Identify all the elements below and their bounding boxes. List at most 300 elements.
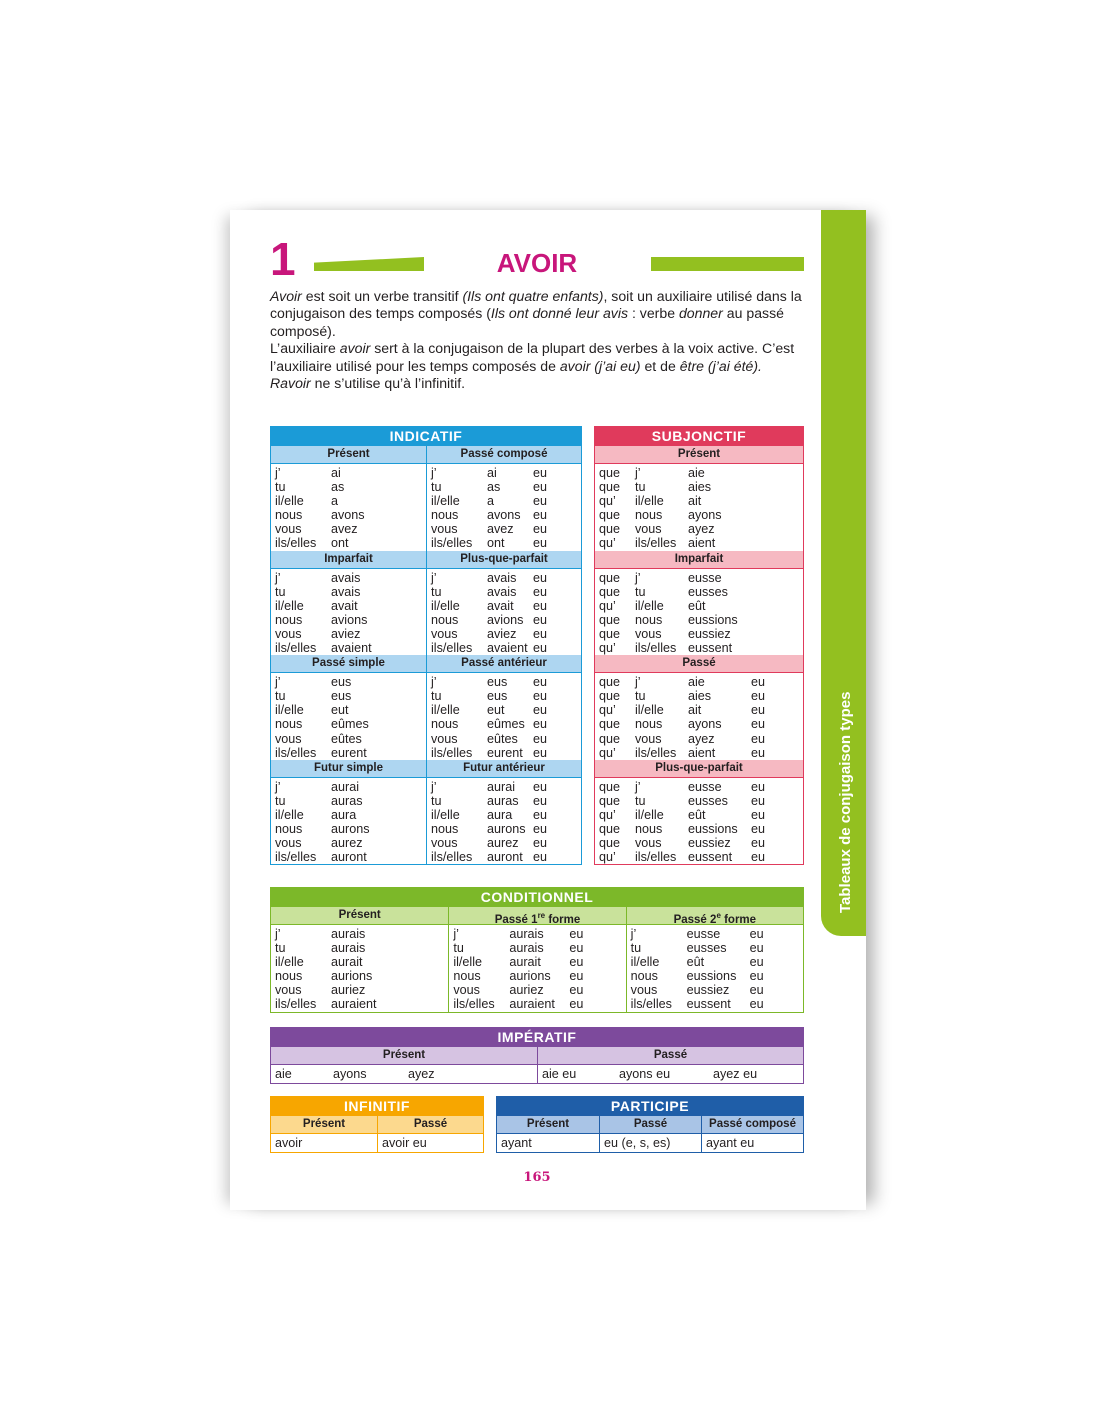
conjugation-word: ont (331, 536, 349, 551)
conjugation-word: ils/elles (431, 536, 473, 551)
conjugation-word: eu (749, 927, 764, 941)
indicatif-futur-simple-cell (271, 778, 426, 865)
conjugation-row (275, 599, 422, 613)
conjugation-word: aviez (487, 626, 517, 641)
conjugation-word: j’ (275, 570, 281, 585)
conjugation-word: que (599, 508, 621, 523)
conjugation-word: vous (630, 983, 658, 998)
conjugation-word: eu (751, 703, 766, 718)
conjugation-word: aurai (487, 779, 516, 794)
conjugation-word (751, 466, 781, 480)
conjugation-word: avions (331, 612, 368, 627)
conjugation-word: eu (569, 969, 584, 984)
conjugation-row (431, 627, 577, 641)
conjugation-word: nous (275, 969, 303, 984)
conjugation-word: eus (487, 689, 508, 704)
conjugation-word (751, 480, 781, 494)
title-bar-right (651, 257, 804, 271)
conjugation-word: nous (275, 717, 303, 732)
conjugation-word: eut (487, 703, 505, 718)
conjugation-row (599, 808, 799, 822)
subjonctif-passe-label: Passé (595, 655, 803, 673)
conjugation-row (275, 794, 422, 808)
conjugation-word: que (599, 731, 621, 746)
conjugation-word: tu (275, 480, 286, 495)
conjugation-word: eurent (331, 745, 367, 760)
indicatif-passe-simple-cell (271, 673, 426, 760)
conjugation-word: avais (331, 570, 361, 585)
conjugation-word: il/elle (431, 494, 460, 509)
conjugation-row (599, 675, 799, 689)
conjugation-row (275, 808, 422, 822)
conjugation-row (275, 585, 422, 599)
conjugation-row (431, 641, 577, 655)
conditionnel-passe2-label: Passé 2e forme (626, 907, 803, 925)
conjugation-word: eu (533, 731, 548, 746)
conjugation-word: aura (487, 807, 513, 822)
conjugation-row (275, 746, 422, 760)
conjugation-word: eu (533, 745, 548, 760)
conjugation-word: qu’ (599, 641, 616, 656)
conjugation-word: j’ (431, 466, 437, 480)
conjugation-word: eu (533, 779, 548, 794)
conjugation-word: eu (751, 850, 766, 865)
conjugation-word: avais (487, 584, 517, 599)
conjugation-row (275, 822, 422, 836)
conjugation-word: auront (331, 850, 367, 865)
conjugation-row (453, 927, 621, 941)
conjugation-word (751, 641, 781, 655)
conjugation-row (631, 969, 799, 983)
conjugation-word: que (599, 779, 621, 794)
conjugation-word: avez (487, 522, 514, 537)
conjugation-row (275, 850, 422, 864)
conjugation-word: ils/elles (431, 850, 473, 865)
conjugation-row (275, 675, 422, 689)
indicatif-futur-anterieur-cell (426, 778, 581, 865)
conjugation-row (453, 969, 621, 983)
conjugation-word: aurai (331, 779, 360, 794)
conjugation-word: ils/elles (635, 850, 677, 865)
conjugation-word: ils/elles (635, 745, 677, 760)
conjugation-word: j’ (431, 675, 437, 690)
conjugation-word: eusses (688, 793, 728, 808)
conjugation-word: ai (331, 466, 341, 480)
conjugation-word: tu (635, 480, 646, 495)
conjugation-word: eu (533, 717, 548, 732)
conjugation-word: a (487, 494, 495, 509)
conjugation-word: eu (749, 941, 764, 956)
conjugation-word: que (599, 570, 621, 585)
conjugation-word: eu (533, 821, 548, 836)
participe-passe-value: eu (e, s, es) (599, 1134, 701, 1152)
conjugation-word: tu (275, 941, 286, 956)
conjugation-word: aurions (509, 969, 551, 984)
conjugation-row (599, 571, 799, 585)
conjugation-word: vous (635, 731, 662, 746)
conjugation-word: ayez (688, 731, 715, 746)
conditionnel-passe2-cell (626, 925, 803, 1012)
conjugation-word: aurait (331, 955, 363, 970)
conjugation-row (431, 746, 577, 760)
conjugation-word: aurais (509, 941, 544, 956)
conjugation-word: j’ (630, 927, 637, 941)
conjugation-word: aient (688, 536, 716, 551)
subjonctif-present-cell (595, 464, 803, 551)
indicatif-header: INDICATIF (270, 426, 582, 446)
indicatif-present-label: Présent (271, 446, 426, 464)
conjugation-word: ait (688, 703, 702, 718)
conjugation-row (275, 927, 444, 941)
indicatif-passe-anterieur-cell (426, 673, 581, 760)
conditionnel-present-label: Présent (271, 907, 448, 925)
conjugation-word: que (599, 793, 621, 808)
conjugation-row (599, 850, 799, 864)
conjugation-word: eu (533, 494, 548, 509)
conjugation-word: aurais (509, 927, 544, 941)
conjugation-word: eussiez (688, 836, 731, 851)
conjugation-row (275, 997, 444, 1011)
conjugation-word: eu (751, 779, 766, 794)
conjugation-word (751, 494, 781, 508)
conjugation-word: eu (749, 955, 764, 970)
conjugation-word: eut (331, 703, 349, 718)
conjugation-row (599, 522, 799, 536)
conjugation-row (275, 613, 422, 627)
indicatif-passe-compose-cell (426, 464, 581, 551)
conjugation-word: j’ (275, 466, 281, 480)
conjugation-row (275, 969, 444, 983)
conjugation-word (751, 585, 781, 599)
conjugation-word: que (599, 836, 621, 851)
conjugation-word: eu (751, 675, 766, 690)
conjugation-word: eût (688, 598, 706, 613)
conjugation-word: il/elle (431, 598, 460, 613)
conjugation-row (431, 675, 577, 689)
conjugation-word: auront (487, 850, 523, 865)
conjugation-word: il/elle (635, 598, 664, 613)
conjugation-row (431, 494, 577, 508)
conjugation-word: ils/elles (275, 536, 317, 551)
conjugation-row (599, 717, 799, 731)
conjugation-word: eus (331, 675, 352, 690)
conjugation-word: nous (630, 969, 658, 984)
conjugation-word: ils/elles (275, 997, 317, 1012)
participe-table (496, 1096, 804, 1153)
conjugation-word: nous (431, 717, 459, 732)
conjugation-word: il/elle (275, 807, 304, 822)
subjonctif-plus-que-parfait-cell (595, 778, 803, 865)
conjugation-row (631, 997, 799, 1011)
conjugation-row (431, 689, 577, 703)
indicatif-plus-que-parfait-cell (426, 569, 581, 656)
conjugation-word: qu’ (599, 850, 616, 865)
conjugation-word: ayez (688, 522, 715, 537)
conjugation-word: tu (431, 689, 442, 704)
conjugation-row (431, 780, 577, 794)
conjugation-word: eussent (688, 850, 733, 865)
conjugation-word: eûmes (487, 717, 525, 732)
side-tab-label: Tableaux de conjugaison types (837, 691, 854, 913)
conjugation-row (599, 480, 799, 494)
conjugation-word: aurez (331, 836, 363, 851)
conjugation-row (599, 627, 799, 641)
conjugation-word: ils/elles (431, 745, 473, 760)
conjugation-word: eu (749, 969, 764, 984)
conjugation-word: que (599, 626, 621, 641)
conjugation-word: il/elle (453, 955, 483, 970)
conjugation-word: aurons (331, 821, 370, 836)
conjugation-word: aurait (509, 955, 541, 970)
conjugation-word: tu (635, 584, 646, 599)
conjugation-word: que (599, 612, 621, 627)
conjugation-row (431, 466, 577, 480)
conjugation-word: eu (533, 522, 548, 537)
conjugation-word: qu’ (599, 703, 616, 718)
conjugation-word: nous (431, 508, 459, 523)
conjugation-word: aurais (331, 941, 366, 956)
conjugation-row (275, 703, 422, 717)
conjugation-word: vous (635, 836, 662, 851)
conjugation-word: ils/elles (275, 850, 317, 865)
conjugation-word: nous (635, 508, 663, 523)
conjugation-word: vous (275, 983, 302, 998)
conjugation-word: vous (635, 626, 662, 641)
conjugation-word: eu (569, 927, 584, 941)
conjugation-word: as (331, 480, 345, 495)
conjugation-word: vous (431, 626, 458, 641)
subjonctif-header: SUBJONCTIF (594, 426, 804, 446)
conjugation-word: vous (275, 731, 302, 746)
conjugation-row (431, 703, 577, 717)
conjugation-word: il/elle (431, 807, 460, 822)
conjugation-row (599, 641, 799, 655)
conjugation-word: avaient (487, 641, 528, 656)
conjugation-word: eu (533, 626, 548, 641)
conjugation-word: avait (487, 598, 514, 613)
conjugation-row (599, 732, 799, 746)
conjugation-word: eu (533, 612, 548, 627)
conjugation-row (431, 717, 577, 731)
conjugation-word: nous (275, 821, 303, 836)
conjugation-row (599, 822, 799, 836)
intro-paragraph-1: Avoir est soit un verbe transitif (Ils ont quatre enfants), soit un auxiliaire utilisé dans la conjugaison des temps composés (Ils ont donné leur avis : verbe donner au passé composé). (270, 288, 802, 339)
imperatif-passe-cell: aie eu ayons eu ayez eu (537, 1065, 803, 1083)
subjonctif-imparfait-cell (595, 569, 803, 656)
infinitif-present-value: avoir (275, 1136, 303, 1150)
conjugation-row (453, 983, 621, 997)
conjugation-row (275, 689, 422, 703)
conjugation-word: eu (533, 480, 548, 495)
conjugation-row (275, 983, 444, 997)
conjugation-word: eusse (688, 570, 722, 585)
conjugation-row (431, 794, 577, 808)
verb-number: 1 (270, 233, 296, 285)
conjugation-word: j’ (431, 570, 437, 585)
conjugation-word: vous (275, 522, 302, 537)
conjugation-word: que (599, 466, 621, 480)
conjugation-word: eu (569, 955, 584, 970)
conjugation-row (275, 571, 422, 585)
indicatif-passe-compose-label: Passé composé (426, 446, 581, 464)
conjugation-word: eu (533, 641, 548, 656)
conjugation-word: eussiez (688, 626, 731, 641)
conjugation-word: auraient (331, 997, 377, 1012)
conjugation-word: il/elle (635, 807, 664, 822)
conjugation-word: que (599, 584, 621, 599)
conjugation-word: qu’ (599, 598, 616, 613)
conjugation-word: que (599, 717, 621, 732)
conjugation-word: il/elle (630, 955, 660, 970)
conjugation-word: eu (751, 821, 766, 836)
conjugation-row (431, 571, 577, 585)
conjugation-word: tu (635, 793, 646, 808)
conjugation-word: eu (751, 731, 766, 746)
conjugation-word: eu (533, 466, 548, 480)
conjugation-word: nous (431, 821, 459, 836)
conjugation-word: aies (688, 480, 712, 495)
conjugation-word (751, 536, 781, 550)
conjugation-word: auriez (331, 983, 366, 998)
conjugation-row (275, 732, 422, 746)
conjugation-row (631, 941, 799, 955)
participe-present-value: ayant (501, 1136, 532, 1150)
conjugation-word: qu’ (599, 536, 616, 551)
conjugation-word: eût (686, 955, 705, 970)
conjugation-word: aurions (331, 969, 373, 984)
conjugation-word: aient (688, 745, 716, 760)
conjugation-word: avait (331, 598, 358, 613)
conjugation-word: eu (533, 598, 548, 613)
subjonctif-table (594, 426, 804, 865)
conjugation-word: tu (275, 793, 286, 808)
conjugation-word: aies (688, 689, 712, 704)
conjugation-word: ils/elles (431, 641, 473, 656)
conjugation-row (275, 508, 422, 522)
conjugation-word: eussions (688, 612, 738, 627)
conjugation-word: eu (751, 836, 766, 851)
participe-present-label: Présent (497, 1116, 599, 1134)
conjugation-word: eu (533, 675, 548, 690)
conditionnel-present-cell (271, 925, 448, 1012)
conjugation-word: que (599, 522, 621, 537)
participe-header: PARTICIPE (496, 1096, 804, 1116)
conjugation-row (431, 822, 577, 836)
conjugation-word: que (599, 821, 621, 836)
conjugation-word: aurez (487, 836, 519, 851)
conjugation-word: eu (569, 983, 584, 998)
conjugation-word: tu (275, 689, 286, 704)
conjugation-word (751, 613, 781, 627)
infinitif-table (270, 1096, 484, 1153)
conjugation-row (599, 689, 799, 703)
conjugation-word: aie (688, 466, 705, 480)
conjugation-row (453, 941, 621, 955)
conjugation-row (275, 536, 422, 550)
conjugation-word: ayons (688, 717, 722, 732)
conjugation-word: nous (635, 717, 663, 732)
conjugation-word: eusses (686, 941, 727, 956)
conjugation-word: j’ (635, 466, 641, 480)
conjugation-word: vous (635, 522, 662, 537)
conjugation-row (431, 599, 577, 613)
conjugation-row (275, 494, 422, 508)
conjugation-word: eurent (487, 745, 523, 760)
conjugation-word: que (599, 675, 621, 690)
conjugation-row (431, 613, 577, 627)
conjugation-word: nous (635, 821, 663, 836)
conjugation-row (431, 732, 577, 746)
conjugation-word: qu’ (599, 807, 616, 822)
conjugation-row (275, 955, 444, 969)
conjugation-word: eût (688, 807, 706, 822)
conjugation-word: eu (533, 793, 548, 808)
conjugation-word: j’ (275, 779, 281, 794)
conjugation-word: eu (751, 807, 766, 822)
conjugation-word: eussiez (686, 983, 730, 998)
conjugation-word: ils/elles (635, 641, 677, 656)
conjugation-word: vous (431, 836, 458, 851)
conjugation-word: ils/elles (635, 536, 677, 551)
conjugation-word (751, 599, 781, 613)
conjugation-word: eu (751, 745, 766, 760)
conjugation-word: nous (635, 612, 663, 627)
conjugation-word: aviez (331, 626, 361, 641)
conjugation-row (599, 508, 799, 522)
conjugation-word: eu (569, 997, 584, 1012)
conjugation-word: ont (487, 536, 505, 551)
conjugation-row (599, 794, 799, 808)
conjugation-word: il/elle (275, 494, 304, 509)
indicatif-futur-simple-label: Futur simple (271, 760, 426, 778)
conjugation-word: j’ (431, 779, 437, 794)
participe-passe-label: Passé (599, 1116, 701, 1134)
indicatif-futur-anterieur-label: Futur antérieur (426, 760, 581, 778)
participe-passe-compose-value: ayant eu (701, 1134, 803, 1152)
conjugation-word: ayons (688, 508, 722, 523)
conjugation-row (631, 955, 799, 969)
conjugation-word: il/elle (635, 494, 664, 509)
verb-title: AVOIR (496, 248, 578, 278)
indicatif-passe-anterieur-label: Passé antérieur (426, 655, 581, 673)
conjugation-word: tu (630, 941, 642, 956)
intro-paragraph-2: L’auxiliaire avoir sert à la conjugaison de la plupart des verbes à la voix active. C’est l’auxiliaire utilisé pour les temps composés de avoir (j’ai eu) et de être (j’ai été). (270, 340, 795, 374)
conjugation-word: tu (453, 941, 464, 956)
conjugation-word: as (487, 480, 501, 495)
indicatif-plus-que-parfait-label: Plus-que-parfait (426, 551, 581, 569)
conjugation-word: eu (533, 836, 548, 851)
conjugation-word: tu (431, 480, 442, 495)
conjugation-row (453, 955, 621, 969)
conjugation-word: il/elle (431, 703, 460, 718)
conjugation-row (599, 599, 799, 613)
conjugation-row (599, 536, 799, 550)
conjugation-row (275, 941, 444, 955)
imperatif-passe-label: Passé (537, 1047, 803, 1065)
conjugation-word: ai (487, 466, 497, 480)
conjugation-word: eus (487, 675, 508, 690)
conjugation-word: vous (453, 983, 480, 998)
conjugation-word (751, 508, 781, 522)
conjugation-row (631, 927, 799, 941)
conjugation-word: avaient (331, 641, 372, 656)
conjugation-word: eu (569, 941, 584, 956)
conjugation-word: j’ (635, 675, 641, 690)
conjugation-word: eu (749, 997, 764, 1012)
conjugation-word: eu (533, 807, 548, 822)
conjugation-word: j’ (635, 570, 641, 585)
conjugation-word: vous (275, 626, 302, 641)
